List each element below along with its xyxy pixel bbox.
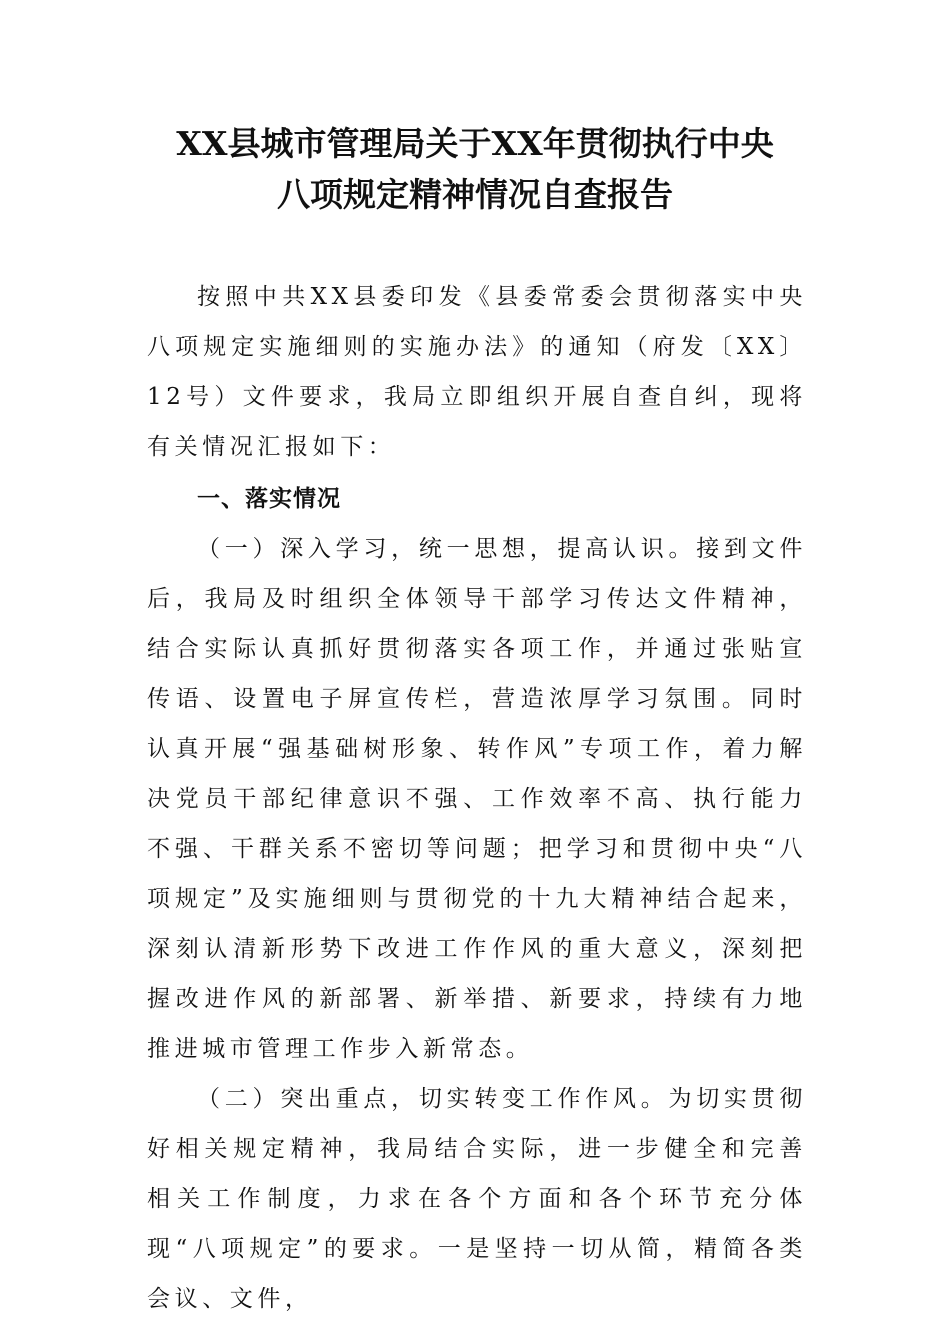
section-heading: 一、落实情况 (197, 486, 341, 512)
title-line-1: XX县城市管理局关于XX年贯彻执行中央 (176, 124, 774, 163)
paragraph-2: （二）突出重点，切实转变工作作风。为切实贯彻好相关规定精神，我局结合实际，进一步健全和完善相关工作制度，力求在各个方面和各个环节充分体现“八项规定”的要求。一是坚持一切从简，精简各类会议、文件， (147, 1086, 807, 1312)
title-line-2: 八项规定精神情况自查报告 (277, 175, 673, 214)
paragraph-1: （一）深入学习，统一思想，提高认识。接到文件后，我局及时组织全体领导干部学习传达文件精神，结合实际认真抓好贯彻落实各项工作，并通过张贴宣传语、设置电子屏宣传栏，营造浓厚学习氛围。同时认真开展“强基础树形象、转作风”专项工作，着力解决党员干部纪律意识不强、工作效率不高、执行能力不强、干群关系不密切等问题；把学习和贯彻中央“八项规定”及实施细则与贯彻党的十九大精神结合起来，深刻认清新形势下改进工作作风的重大意义，深刻把握改进作风的新部署、新举措、新要求，持续有力地推进城市管理工作步入新常态。 (147, 536, 807, 1062)
document-body (147, 272, 807, 1324)
document-title (120, 118, 830, 220)
intro-paragraph: 按照中共XX县委印发《县委常委会贯彻落实中央八项规定实施细则的实施办法》的通知（府发〔XX〕12号）文件要求，我局立即组织开展自查自纠，现将有关情况汇报如下： (147, 284, 807, 460)
